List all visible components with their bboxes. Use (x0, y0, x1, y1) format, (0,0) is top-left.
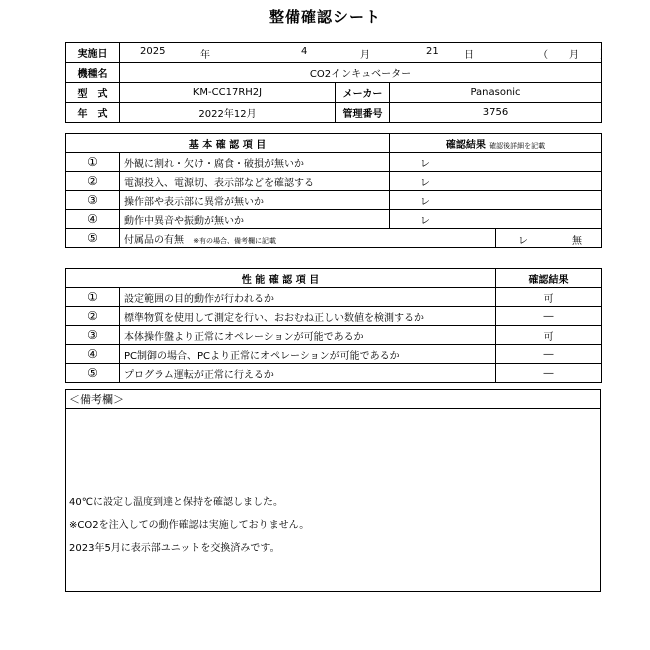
perf-no-2: ② (66, 307, 120, 326)
basic-no-4: ④ (66, 210, 120, 229)
remarks-line-3: 2023年5月に表示部ユニットを交換済みです。 (69, 543, 280, 554)
basic-check-table (65, 133, 602, 248)
table-row (66, 345, 602, 364)
basic-accessory-no[interactable]: 無 (572, 236, 583, 247)
table-row (66, 229, 602, 248)
date-label: 実施日 (66, 43, 120, 63)
basic-text-1: 外観に割れ・欠け・腐食・破損が無いか (120, 153, 390, 172)
date-year-unit: 年 (200, 50, 210, 61)
performance-result-header: 確認結果 (496, 269, 602, 288)
basic-result-header-cell (390, 134, 602, 153)
date-weekday-close (600, 46, 602, 61)
basic-no-3: ③ (66, 191, 120, 210)
basic-result-header: 確認結果 (445, 139, 486, 151)
perf-text-2: 標準物質を使用して測定を行い、おおむね正しい数値を検測するか (120, 307, 496, 326)
basic-text-2: 電源投入、電源切、表示部などを確認する (120, 172, 390, 191)
basic-accessory-text: 付属品の有無 (124, 234, 184, 246)
perf-result-3[interactable]: 可 (496, 326, 602, 345)
basic-no-5: ⑤ (66, 229, 120, 248)
year-row (66, 103, 602, 123)
perf-no-3: ③ (66, 326, 120, 345)
model-name-value[interactable]: CO2インキュベーター (120, 63, 602, 83)
perf-no-1: ① (66, 288, 120, 307)
table-row (66, 307, 602, 326)
date-row (66, 43, 602, 63)
date-month: 4 (301, 46, 308, 57)
basic-accessory-note: ※有の場合、備考欄に記載 (193, 236, 277, 245)
perf-result-2[interactable]: ― (496, 307, 602, 326)
date-year: 2025 (140, 46, 166, 57)
table-row (66, 210, 602, 229)
perf-no-5: ⑤ (66, 364, 120, 383)
basic-header: 基 本 確 認 項 目 (66, 134, 390, 153)
remarks-line-1: 40℃に設定し温度到達と保持を確認しました。 (69, 497, 283, 508)
remarks-box[interactable] (65, 389, 601, 592)
basic-result-4[interactable]: レ (390, 210, 602, 229)
maker-value[interactable]: Panasonic (390, 83, 602, 103)
perf-text-1: 設定範囲の目的動作が行われるか (120, 288, 496, 307)
date-value[interactable] (120, 43, 602, 63)
performance-check-table (65, 268, 602, 383)
model-no-label: 型 式 (66, 83, 120, 103)
basic-text-3: 操作部や表示部に異常が無いか (120, 191, 390, 210)
maker-label: メーカー (336, 83, 390, 103)
mgmt-label: 管理番号 (336, 103, 390, 123)
perf-no-4: ④ (66, 345, 120, 364)
table-row (66, 191, 602, 210)
basic-accessory-cell (120, 229, 496, 248)
basic-result-note: 確認後詳細を記載 (489, 141, 546, 150)
year-value[interactable]: 2022年12月 (120, 103, 336, 123)
date-month-unit: 月 (360, 50, 370, 61)
perf-text-3: 本体操作盤より正常にオペレーションが可能であるか (120, 326, 496, 345)
performance-header: 性 能 確 認 項 目 (66, 269, 496, 288)
perf-result-4[interactable]: ― (496, 345, 602, 364)
table-row (66, 326, 602, 345)
date-day: 21 (426, 46, 439, 57)
table-row (66, 364, 602, 383)
basic-result-2[interactable]: レ (390, 172, 602, 191)
date-weekday-open: （ (538, 50, 548, 61)
perf-text-4: PC制御の場合、PCより正常にオペレーションが可能であるか (120, 345, 496, 364)
date-weekday: 月 (569, 50, 579, 61)
perf-result-5[interactable]: ― (496, 364, 602, 383)
model-name-row (66, 63, 602, 83)
basic-header-row (66, 134, 602, 153)
basic-accessory-result-cell (496, 229, 602, 248)
model-no-value[interactable]: KM-CC17RH2J (120, 83, 336, 103)
page-title: 整備確認シート (268, 8, 381, 26)
basic-no-1: ① (66, 153, 120, 172)
table-row (66, 288, 602, 307)
model-no-row (66, 83, 602, 103)
basic-no-2: ② (66, 172, 120, 191)
perf-text-5: プログラム運転が正常に行えるか (120, 364, 496, 383)
basic-accessory-check[interactable]: レ (518, 236, 529, 247)
remarks-line-2: ※CO2を注入しての動作確認は実施しておりません。 (69, 520, 310, 531)
basic-text-4: 動作中異音や振動が無いか (120, 210, 390, 229)
mgmt-value[interactable]: 3756 (390, 103, 602, 123)
year-label: 年 式 (66, 103, 120, 123)
date-day-unit: 日 (464, 50, 474, 61)
basic-result-1[interactable]: レ (390, 153, 602, 172)
basic-result-3[interactable]: レ (390, 191, 602, 210)
perf-result-1[interactable]: 可 (496, 288, 602, 307)
table-row (66, 172, 602, 191)
info-table (65, 42, 602, 123)
remarks-label: ＜備考欄＞ (66, 390, 600, 409)
model-name-label: 機種名 (66, 63, 120, 83)
performance-header-row (66, 269, 602, 288)
table-row (66, 153, 602, 172)
